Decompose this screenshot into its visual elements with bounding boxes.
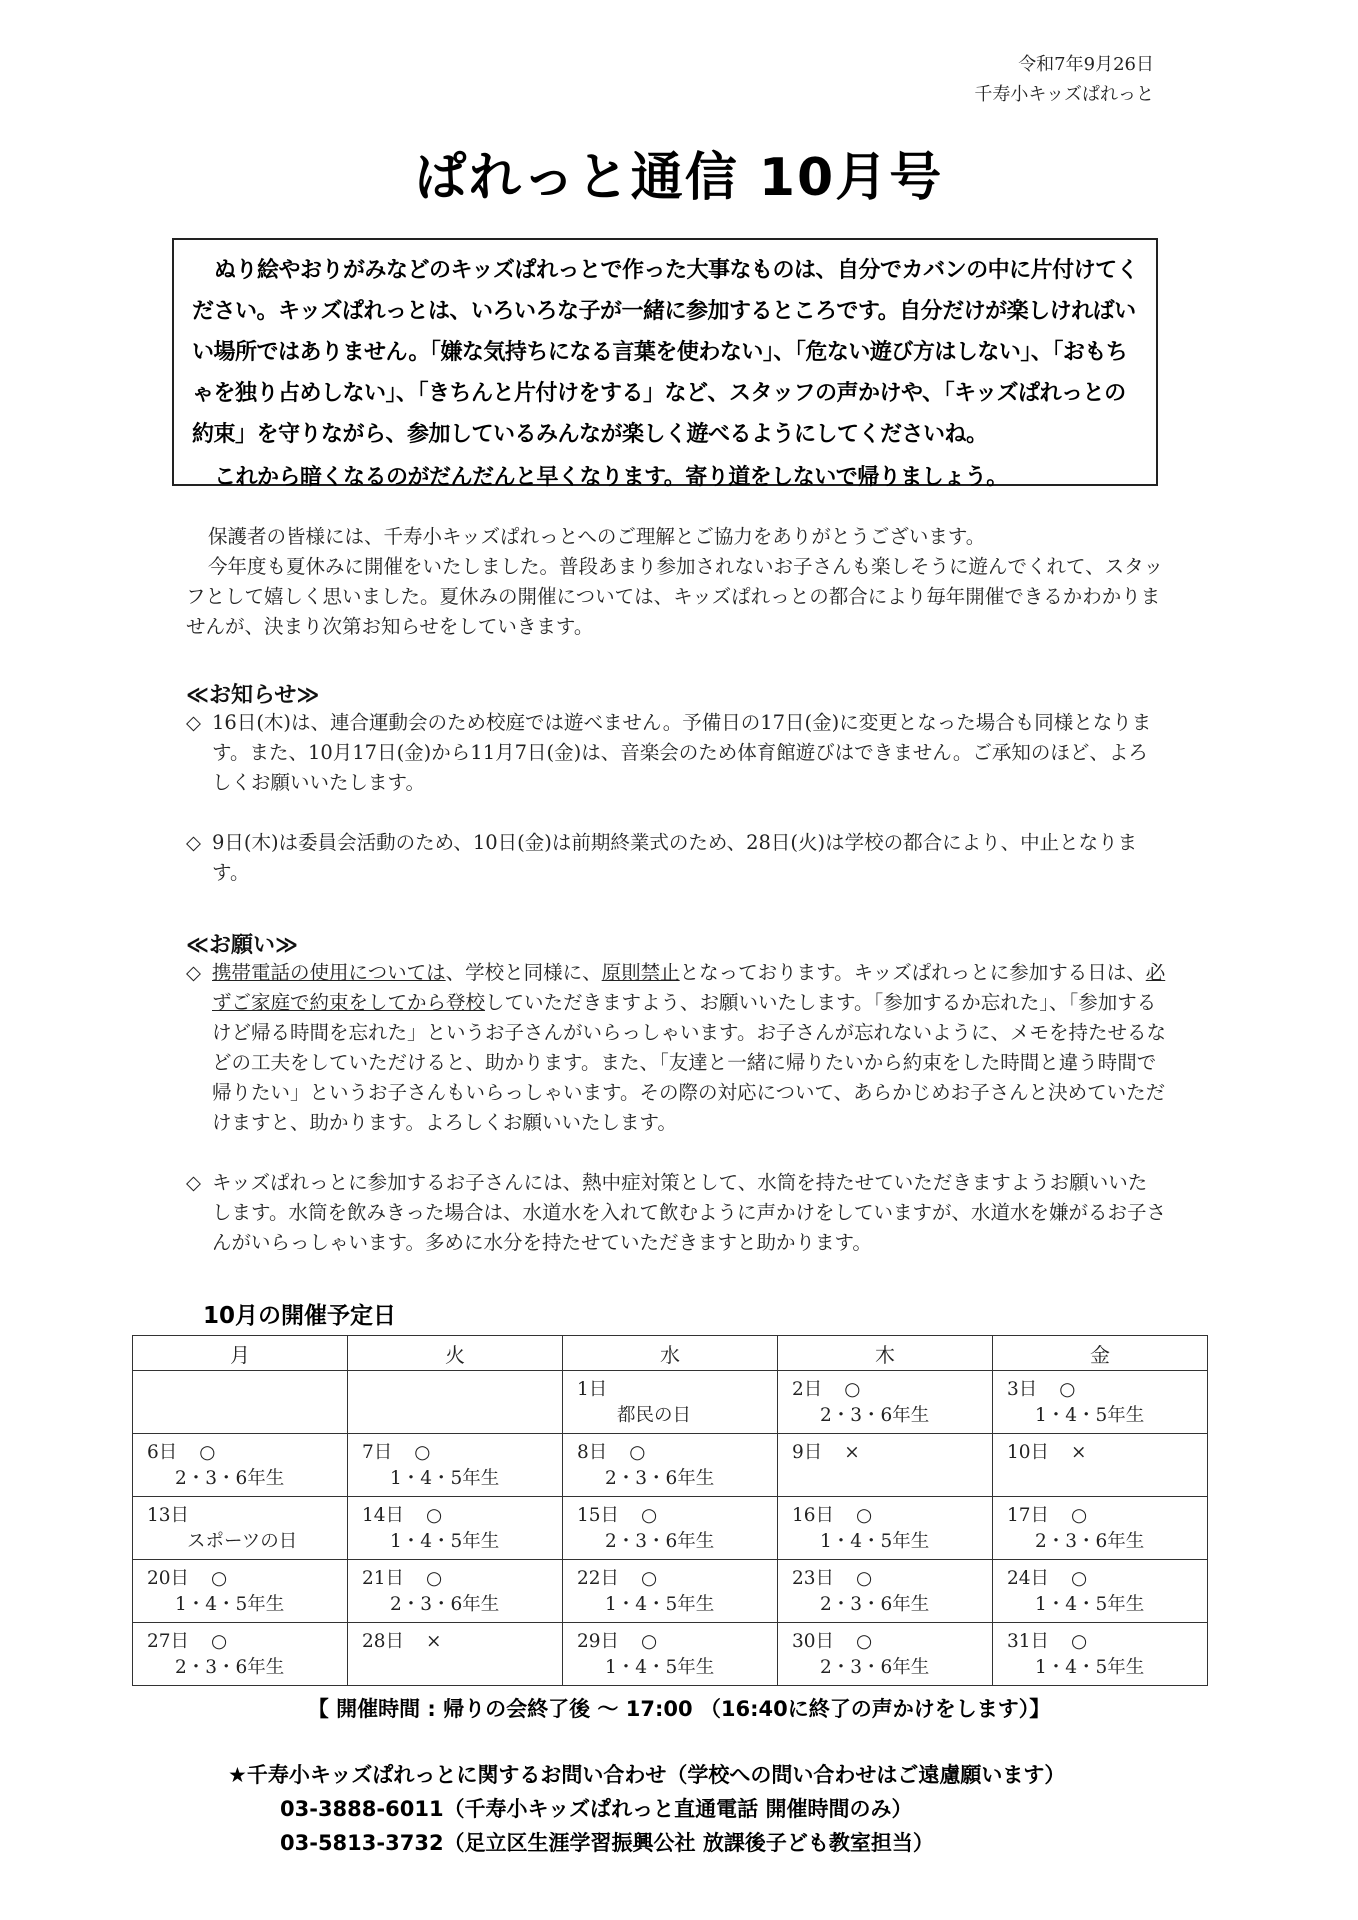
weekday-header: 月 [133,1336,348,1371]
calendar-day-cell [133,1434,348,1497]
notices-heading: ≪お知らせ≫ [186,683,320,708]
request-item [186,958,1166,1138]
open-mark-icon: ○ [856,1631,873,1652]
request-text-segment: 、学校と同様に、 [445,961,602,984]
holiday-label [147,1401,337,1427]
day-line [362,1501,552,1527]
calendar-day-cell [778,1623,993,1686]
day-number: 6日 [147,1442,178,1463]
grade-label: 1・4・5年生 [390,1468,500,1489]
day-number: 31日 [1007,1631,1050,1652]
calendar-week-row [133,1371,1208,1434]
newsletter-title: ぱれっと通信 10月号 [414,148,944,208]
day-line [792,1501,982,1527]
intro-section [186,522,1166,642]
open-mark-icon: ○ [211,1568,228,1589]
grade-label: 2・3・6年生 [820,1657,930,1678]
day-line [577,1501,767,1527]
day-line [362,1564,552,1590]
calendar-day-cell [993,1560,1208,1623]
calendar-day-cell [563,1623,778,1686]
day-number: 1日 [577,1379,608,1400]
grade-label: 2・3・6年生 [390,1594,500,1615]
grade-label: 2・3・6年生 [820,1594,930,1615]
day-line [792,1375,982,1401]
open-mark-icon: ○ [1071,1631,1088,1652]
day-line [362,1627,552,1653]
underlined-text: 原則禁止 [601,961,680,984]
open-mark-icon: ○ [641,1505,658,1526]
calendar-day-cell [563,1497,778,1560]
day-line [147,1627,337,1653]
grade-label: 1・4・5年生 [605,1594,715,1615]
day-number: 22日 [577,1568,620,1589]
calendar-week-row [133,1623,1208,1686]
notice-text: 16日(木)は、連合運動会のため校庭では遊べません。予備日の17日(金)に変更となった場合も同様となります。また、10月17日(金)から11月7日(金)は、音楽会のため体育館遊びはできません。ご承知のほど、よろしくお願いいたします。 [212,711,1152,794]
open-mark-icon: ○ [426,1568,443,1589]
day-number: 15日 [577,1505,620,1526]
day-line [147,1375,337,1401]
grade-label: 1・4・5年生 [1035,1405,1145,1426]
weekday-header: 火 [348,1336,563,1371]
grade-label [362,1653,552,1679]
weekday-header: 水 [563,1336,778,1371]
day-number: 17日 [1007,1505,1050,1526]
diamond-bullet-icon: ◇ [186,961,201,984]
requests-heading: ≪お願い≫ [186,933,299,958]
day-number: 21日 [362,1568,405,1589]
request-item [186,1168,1166,1258]
open-mark-icon: ○ [641,1631,658,1652]
closed-mark-icon: × [1071,1442,1087,1463]
day-line [1007,1627,1197,1653]
calendar-day-cell [348,1371,563,1434]
day-line [792,1564,982,1590]
notice-text: 9日(木)は委員会活動のため、10日(金)は前期終業式のため、28日(火)は学校の都合により、中止となります。 [212,831,1138,884]
intro-paragraph: 保護者の皆様には、千寿小キッズぱれっとへのご理解とご協力をありがとうございます。 [208,525,986,548]
calendar-day-cell [348,1434,563,1497]
calendar-day-cell [348,1623,563,1686]
notice-item [186,708,1166,798]
contact-phone: 03-5813-3732（足立区生涯学習振興公社 放課後子ども教室担当） [280,1831,934,1855]
day-number: 8日 [577,1442,608,1463]
calendar-week-row [133,1497,1208,1560]
day-number: 9日 [792,1442,823,1463]
holiday-label: スポーツの日 [187,1531,298,1552]
request-text [212,958,1166,1138]
day-line [147,1501,337,1527]
day-number: 30日 [792,1631,835,1652]
diamond-bullet-icon: ◇ [186,1171,201,1194]
day-line [1007,1564,1197,1590]
day-line [362,1375,552,1401]
day-number: 13日 [147,1505,190,1526]
calendar-day-cell [563,1371,778,1434]
notice-item [186,828,1166,888]
grade-label: 2・3・6年生 [605,1468,715,1489]
calendar-body [133,1371,1208,1686]
kids-message-box [172,238,1158,490]
day-number: 7日 [362,1442,393,1463]
request-text-segment: となっております。キッズぱれっとに参加する日は、 [679,961,1146,984]
contact-section [228,1758,1065,1860]
calendar-day-cell [133,1560,348,1623]
day-line [147,1438,337,1464]
request-text: キッズぱれっとに参加するお子さんには、熱中症対策として、水筒を持たせていただきますようお願いいたします。水筒を飲みきった場合は、水道水を入れて飲むように声かけをしていますが、水道水を嫌がるお子さんがいらっしゃいます。多めに水分を持たせていただきますと助かります。 [212,1171,1166,1254]
open-mark-icon: ○ [199,1442,216,1463]
closed-mark-icon: × [844,1442,860,1463]
calendar-day-cell [133,1497,348,1560]
day-number: 3日 [1007,1379,1038,1400]
diamond-bullet-icon: ◇ [186,831,201,854]
calendar-week-row [133,1434,1208,1497]
diamond-bullet-icon: ◇ [186,711,201,734]
contact-phone: 03-3888-6011（千寿小キッズぱれっと直通電話 開催時間のみ） [280,1797,913,1821]
day-line [577,1627,767,1653]
day-number: 29日 [577,1631,620,1652]
open-mark-icon: ○ [629,1442,646,1463]
day-line [362,1438,552,1464]
grade-label [1007,1464,1197,1490]
calendar-day-cell [778,1371,993,1434]
underlined-text: 携帯電話の使用については [212,961,446,984]
day-line [792,1627,982,1653]
day-line [1007,1438,1197,1464]
calendar-day-cell [993,1434,1208,1497]
holiday-label [362,1401,552,1427]
kids-message-paragraph: ぬり絵やおりがみなどのキッズぱれっとで作った大事なものは、自分でカバンの中に片付けてください。キッズぱれっとは、いろいろな子が一緒に参加するところです。自分だけが楽しければいい場所ではありません。「嫌な気持ちになる言葉を使わない」、「危ない遊び方はしない」、「おもちゃを独り占めしない」、「きちんと片付けをする」など、スタッフの声かけや、「キッズぱれっとの約束」を守りながら、参加しているみんなが楽しく遊べるようにしてくださいね。 [192,258,1139,447]
calendar-day-cell [778,1434,993,1497]
day-number: 28日 [362,1631,405,1652]
calendar-day-cell [993,1371,1208,1434]
grade-label: 2・3・6年生 [820,1405,930,1426]
schedule-calendar [132,1335,1208,1686]
underlined-text: 必ずご家庭で約束をしてから登校 [212,961,1166,1014]
grade-label [792,1464,982,1490]
calendar-heading: 10月の開催予定日 [203,1303,397,1329]
calendar-day-cell [993,1623,1208,1686]
grade-label: 1・4・5年生 [175,1594,285,1615]
weekday-header-row [133,1336,1208,1371]
day-line [577,1375,767,1401]
calendar-day-cell [563,1434,778,1497]
day-number: 24日 [1007,1568,1050,1589]
calendar-week-row [133,1560,1208,1623]
day-number: 27日 [147,1631,190,1652]
open-mark-icon: ○ [856,1568,873,1589]
day-number: 10日 [1007,1442,1050,1463]
weekday-header: 木 [778,1336,993,1371]
kids-message-paragraph: これから暗くなるのがだんだんと早くなります。寄り道をしないで帰りましょう。 [214,465,1008,490]
document-header [974,50,1154,110]
contact-heading: ★千寿小キッズぱれっとに関するお問い合わせ（学校への問い合わせはご遠慮願います） [228,1763,1066,1787]
day-number: 16日 [792,1505,835,1526]
day-number: 20日 [147,1568,190,1589]
grade-label: 1・4・5年生 [605,1657,715,1678]
open-mark-icon: ○ [1059,1379,1076,1400]
intro-paragraph: 今年度も夏休みに開催をいたしました。普段あまり参加されないお子さんも楽しそうに遊んでくれて、スタッフとして嬉しく思いました。夏休みの開催については、キッズぱれっとの都合により毎年開催できるかわかりませんが、決まり次第お知らせをしていきます。 [186,555,1164,638]
grade-label: 1・4・5年生 [390,1531,500,1552]
grade-label: 2・3・6年生 [1035,1531,1145,1552]
opening-hours: 【 開催時間 : 帰りの会終了後 ～ 17:00 （16:40に終了の声かけをします）】 [307,1697,1051,1721]
open-mark-icon: ○ [211,1631,228,1652]
calendar-day-cell [778,1497,993,1560]
grade-label: 1・4・5年生 [1035,1657,1145,1678]
open-mark-icon: ○ [1071,1505,1088,1526]
grade-label: 2・3・6年生 [175,1468,285,1489]
grade-label: 1・4・5年生 [820,1531,930,1552]
calendar-day-cell [348,1497,563,1560]
weekday-header: 金 [993,1336,1208,1371]
day-line [577,1564,767,1590]
day-line [147,1564,337,1590]
closed-mark-icon: × [426,1631,442,1652]
day-line [1007,1375,1197,1401]
calendar-day-cell [563,1560,778,1623]
holiday-label: 都民の日 [617,1405,692,1426]
calendar-day-cell [348,1560,563,1623]
day-number: 23日 [792,1568,835,1589]
day-line [577,1438,767,1464]
open-mark-icon: ○ [856,1505,873,1526]
calendar-day-cell [778,1560,993,1623]
open-mark-icon: ○ [641,1568,658,1589]
issue-date: 令和7年9月26日 [1018,54,1154,75]
grade-label: 1・4・5年生 [1035,1594,1145,1615]
open-mark-icon: ○ [844,1379,861,1400]
calendar-day-cell [133,1371,348,1434]
day-number: 2日 [792,1379,823,1400]
request-text-segment: していただきますよう、お願いいたします。「参加するか忘れた」、「参加するけど帰る時間を忘れた」というお子さんがいらっしゃいます。お子さんが忘れないように、メモを持たせるなどの工夫をしていただけると、助かります。また、「友達と一緒に帰りたいから約束をした時間と違う時間で帰りたい」というお子さんもいらっしゃいます。その際の対応について、あらかじめお子さんと決めていただけますと、助かります。よろしくお願いいたします。 [212,991,1166,1134]
grade-label: 2・3・6年生 [175,1657,285,1678]
calendar-day-cell [993,1497,1208,1560]
open-mark-icon: ○ [1071,1568,1088,1589]
issuer-name: 千寿小キッズぱれっと [974,84,1154,105]
day-line [1007,1501,1197,1527]
calendar-day-cell [133,1623,348,1686]
grade-label: 2・3・6年生 [605,1531,715,1552]
day-line [792,1438,982,1464]
day-number: 14日 [362,1505,405,1526]
open-mark-icon: ○ [426,1505,443,1526]
open-mark-icon: ○ [414,1442,431,1463]
